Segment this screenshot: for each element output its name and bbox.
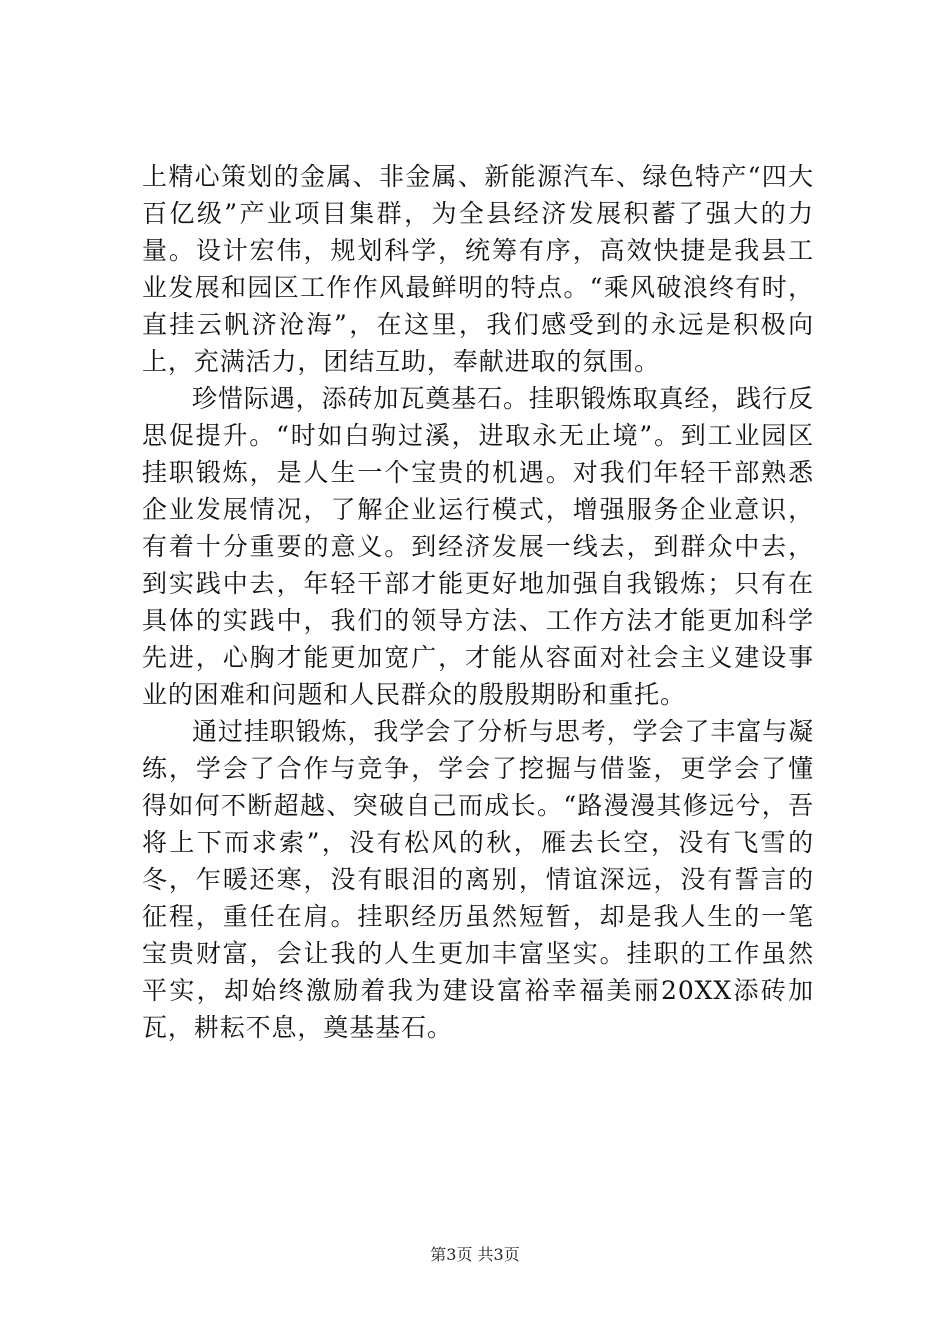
page-number: 第3页 共3页 [430,1245,520,1264]
paragraph: 珍惜际遇，添砖加瓦奠基石。挂职锻炼取真经，践行反思促提升。“时如白驹过溪，进取永无止境”。到工业园区挂职锻炼，是人生一个宝贵的机遇。对我们年轻干部熟悉企业发展情况，了解企业运行模式，增强服务企业意识，有着十分重要的意义。到经济发展一线去，到群众中去，到实践中去，年轻干部才能更好地加强自我锻炼；只有在具体的实践中，我们的领导方法、工作方法才能更加科学先进，心胸才能更加宽广，才能从容面对社会主义建设事业的困难和问题和人民群众的殷殷期盼和重托。 [142,384,814,709]
page-footer [0,1244,950,1266]
paragraph: 通过挂职锻炼，我学会了分析与思考，学会了丰富与凝练，学会了合作与竞争，学会了挖掘与借鉴，更学会了懂得如何不断超越、突破自己而成长。“路漫漫其修远兮，吾将上下而求索”，没有松风的秋，雁去长空，没有飞雪的冬，乍暖还寒，没有眼泪的离别，情谊深远，没有誓言的征程，重任在肩。挂职经历虽然短暂，却是我人生的一笔宝贵财富，会让我的人生更加丰富坚实。挂职的工作虽然平实，却始终激励着我为建设富裕幸福美丽20XX添砖加瓦，耕耘不息，奠基基石。 [142,717,814,1042]
document-body [142,158,814,1046]
paragraph-continuation: 上精心策划的金属、非金属、新能源汽车、绿色特产“四大百亿级”产业项目集群，为全县经济发展积蓄了强大的力量。设计宏伟，规划科学，统筹有序，高效快捷是我县工业发展和园区工作作风最鲜明的特点。“乘风破浪终有时，直挂云帆济沧海”，在这里，我们感受到的永远是积极向上，充满活力，团结互助，奉献进取的氛围。 [142,162,814,376]
